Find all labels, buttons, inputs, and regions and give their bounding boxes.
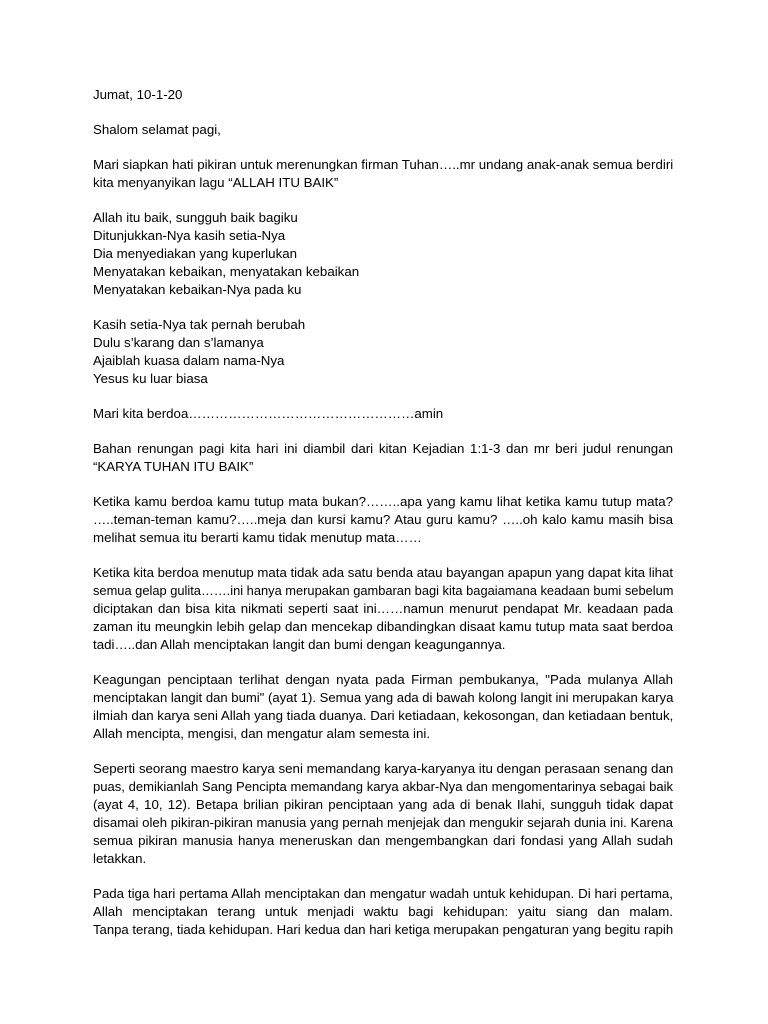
text-line: Allah menciptakan terang untuk menjadi waktu bagi kehidupan: yaitu siang dan malam. [93, 904, 673, 919]
lyric-line: Menyatakan kebaikan-Nya pada ku [93, 282, 302, 297]
paragraph-3 [93, 671, 673, 743]
text-line: melihat semua itu berarti kamu tidak menutup mata…… [93, 530, 422, 545]
text-line: “KARYA TUHAN ITU BAIK” [93, 459, 254, 474]
lyric-line: Allah itu baik, sungguh baik bagiku [93, 210, 298, 225]
greeting [93, 121, 673, 139]
text-line: disamai oleh pikiran-pikiran manusia yang pernah menjejak dan mengukir sejarah dunia ini. Karena [93, 815, 673, 830]
text-line: semua gelap gulita…….ini hanya merupakan gambaran bagi kita bagaiamana keadaan bumi sebelum [93, 583, 674, 598]
lyric-line: Dulu s’karang dan s’lamanya [93, 335, 264, 350]
lyric-line: Kasih setia-Nya tak pernah berubah [93, 317, 306, 332]
paragraph-4 [93, 760, 673, 868]
text-line: ilmiah dan karya seni Allah yang tiada duanya. Dari ketiadaan, kekosongan, dan ketiadaan bentuk, [93, 708, 674, 723]
text-line: tadi…..dan Allah menciptakan langit dan bumi dengan keagungannya. [93, 637, 506, 652]
lyric-line: Ditunjukkan-Nya kasih setia-Nya [93, 228, 286, 243]
greeting-text: Shalom selamat pagi, [93, 122, 221, 137]
text-line: letakkan. [93, 851, 147, 866]
text-line: Pada tiga hari pertama Allah menciptakan dan mengatur wadah untuk kehidupan. Di hari pertama, [93, 886, 673, 901]
text-line: Tanpa terang, tiada kehidupan. Hari kedua dan hari ketiga merupakan pengaturan yang begitu rapih [93, 922, 674, 937]
text-line: Ketika kamu berdoa kamu tutup mata bukan?……..apa yang kamu lihat ketika kamu tutup mata? [93, 494, 673, 509]
lyric-line: Yesus ku luar biasa [93, 371, 208, 386]
prayer-line [93, 405, 673, 423]
text-line: zaman itu meungkin lebih gelap dan mencekap dibandingkan disaat kamu tutup mata saat berdoa [93, 619, 673, 634]
prayer-text: Mari kita berdoa……………………………………………amin [93, 406, 444, 421]
text-line: (ayat 4, 10, 12). Betapa brilian pikiran penciptaan yang ada di benak Ilahi, sungguh tidak dapat [93, 797, 673, 812]
text-line: Ketika kita berdoa menutup mata tidak ada satu benda atau bayangan apapun yang dapat kita lihat [93, 565, 673, 580]
text-line: …..teman-teman kamu?…..meja dan kursi kamu? Atau guru kamu? …..oh kalo kamu masih bisa [93, 512, 673, 527]
text-line: Bahan renungan pagi kita hari ini diambil dari kitan Kejadian 1:1-3 dan mr beri judul renungan [93, 441, 673, 456]
paragraph-5 [93, 885, 673, 939]
lyric-line: Ajaiblah kuasa dalam nama-Nya [93, 353, 285, 368]
text-line: Seperti seorang maestro karya seni memandang karya-karyanya itu dengan perasaan senang dan [93, 761, 674, 776]
intro-paragraph [93, 156, 673, 192]
paragraph-1 [93, 493, 673, 547]
text-line: Allah mencipta, mengisi, dan mengatur alam semesta ini. [93, 726, 431, 741]
text-line: semua pikiran manusia hanya meneruskan dan mengembangkan dari fondasi yang Allah sudah [93, 833, 673, 848]
text-line: Mari siapkan hati pikiran untuk merenungkan firman Tuhan…..mr undang anak-anak semua berdiri [93, 157, 674, 172]
text-line: menciptakan langit dan bumi" (ayat 1). Semua yang ada di bawah kolong langit ini merupakan karya [93, 690, 674, 705]
date-text: Jumat, 10-1-20 [93, 87, 183, 102]
text-line: puas, demikianlah Sang Pencipta memandang karya akbar-Nya dan mengomentarinya sebagai baik [93, 779, 673, 794]
date-line [93, 86, 673, 104]
lyric-line: Dia menyediakan yang kuperlukan [93, 246, 298, 261]
lyric-line: Menyatakan kebaikan, menyatakan kebaikan [93, 264, 360, 279]
song-verse-2 [93, 316, 673, 388]
text-line: diciptakan dan bisa kita nikmati seperti saat ini……namun menurut pendapat Mr. keadaan pada [93, 601, 673, 616]
text-line: Keagungan penciptaan terlihat dengan nyata pada Firman pembukanya, "Pada mulanya Allah [93, 672, 673, 687]
text-line: kita menyanyikan lagu “ALLAH ITU BAIK” [93, 175, 339, 190]
reading-paragraph [93, 440, 673, 476]
paragraph-2 [93, 564, 673, 654]
song-verse-1 [93, 209, 673, 299]
